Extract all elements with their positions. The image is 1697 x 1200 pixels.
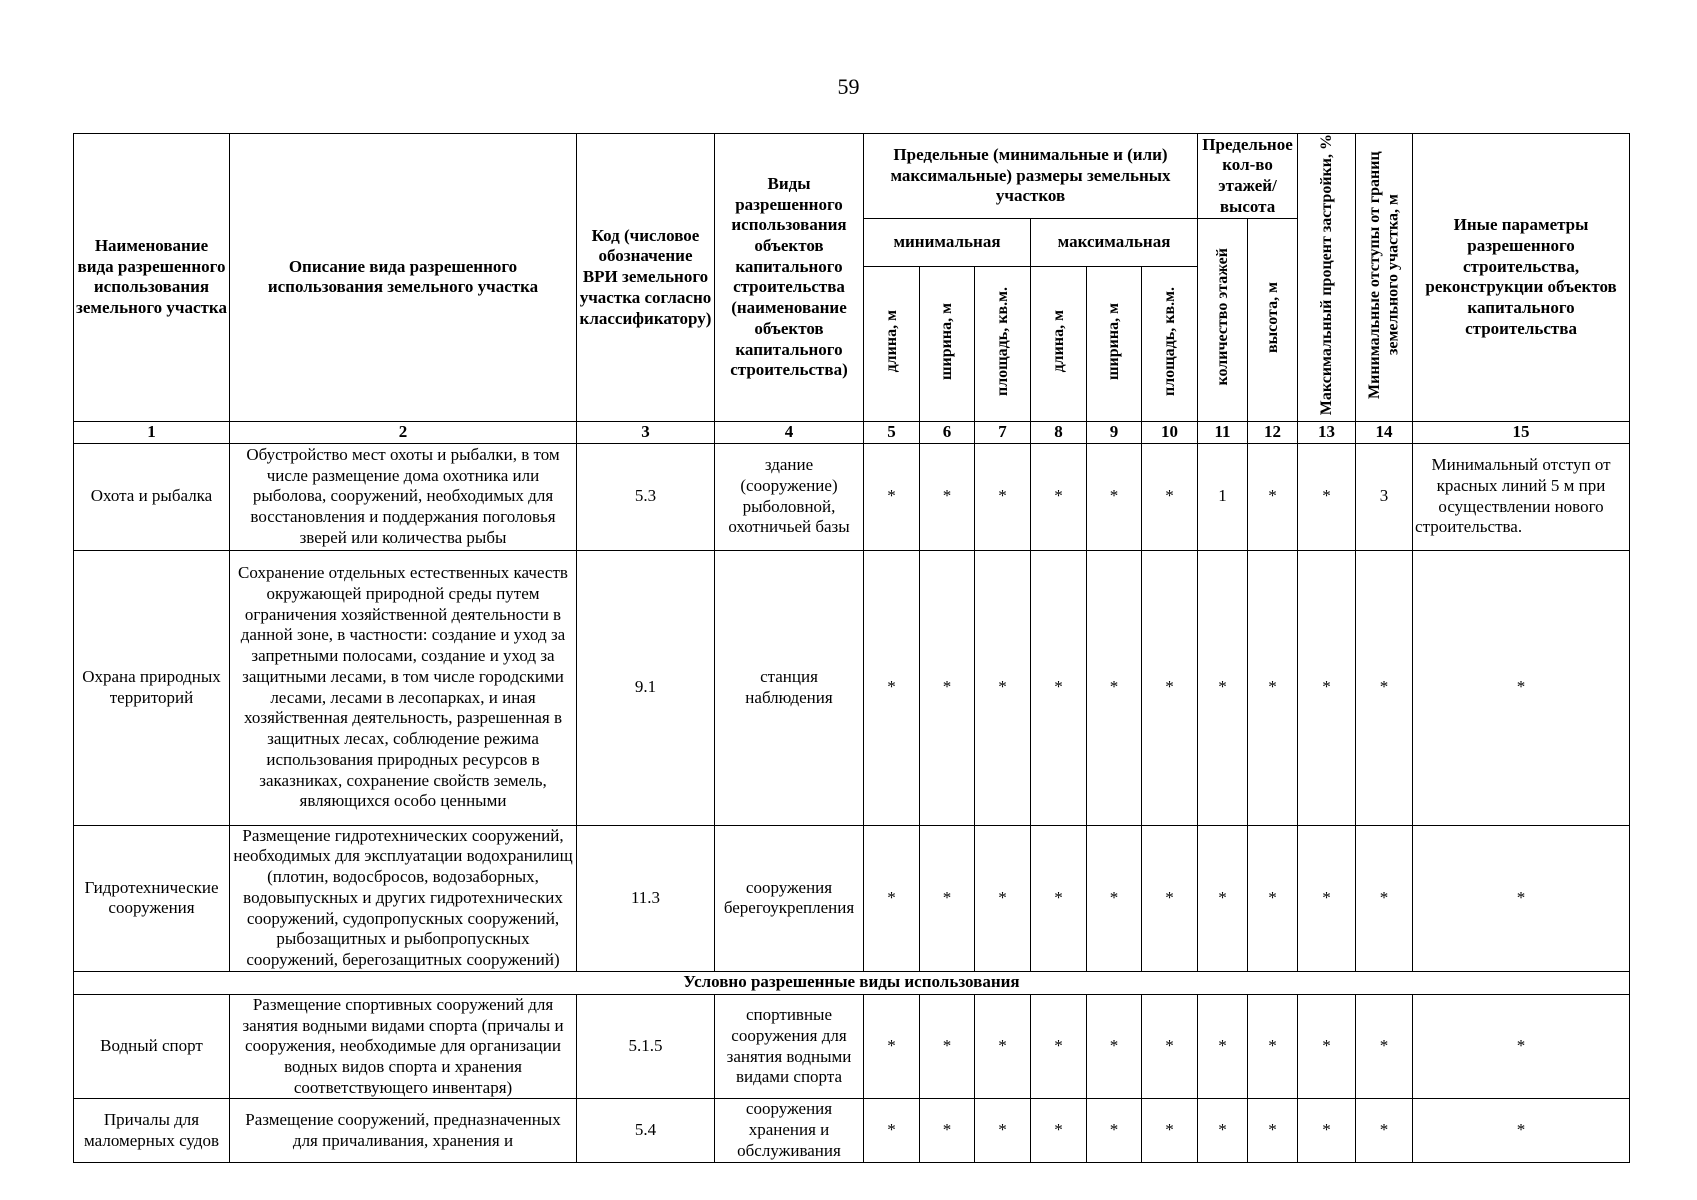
row-description: Размещение спортивных сооружений для занятия водными видами спорта (причалы и сооружения, необходимые для организации водных видов спорта и хранения соответствующего инвентаря) [230, 994, 577, 1099]
column-number: 7 [975, 421, 1031, 443]
header-max-length-label: длина, м [1049, 309, 1067, 373]
header-min-setbacks [1356, 134, 1413, 422]
row-code: 11.3 [577, 825, 715, 971]
row-max-length: * [1031, 443, 1087, 550]
row-name: Охрана природных территорий [74, 550, 230, 825]
row-setback: 3 [1356, 443, 1413, 550]
row-max-width: * [1087, 994, 1142, 1099]
row-name: Охота и рыбалка [74, 443, 230, 550]
column-number: 1 [74, 421, 230, 443]
row-code: 5.4 [577, 1099, 715, 1162]
row-floors: * [1198, 550, 1248, 825]
row-setback: * [1356, 994, 1413, 1099]
header-min-length-label: длина, м [882, 309, 900, 373]
row-max-width: * [1087, 550, 1142, 825]
column-number: 8 [1031, 421, 1087, 443]
header-description: Описание вида разрешенного использования земельного участка [230, 134, 577, 422]
row-objects: сооружения хранения и обслуживания [715, 1099, 864, 1162]
header-min-width-label: ширина, м [938, 302, 956, 380]
header-max-area [1142, 266, 1198, 421]
row-floors: * [1198, 994, 1248, 1099]
column-number: 6 [920, 421, 975, 443]
row-height: * [1248, 825, 1298, 971]
row-max-area: * [1142, 550, 1198, 825]
row-code: 9.1 [577, 550, 715, 825]
header-row-1 [74, 134, 1630, 219]
row-percent: * [1298, 443, 1356, 550]
column-number: 10 [1142, 421, 1198, 443]
header-max-percent-label: Максимальный процент застройки, % [1317, 134, 1335, 416]
header-max-area-label: площадь, кв.м. [1160, 286, 1178, 396]
zoning-parameters-table [73, 133, 1630, 1163]
column-number: 2 [230, 421, 577, 443]
column-number: 12 [1248, 421, 1298, 443]
row-max-area: * [1142, 825, 1198, 971]
header-max-length [1031, 266, 1087, 421]
row-percent: * [1298, 1099, 1356, 1162]
header-min-area [975, 266, 1031, 421]
row-code: 5.3 [577, 443, 715, 550]
header-other-params: Иные параметры разрешенного строительства, реконструкции объектов капитального строительства [1413, 134, 1630, 422]
row-min-width: * [920, 825, 975, 971]
section-conditional-title: Условно разрешенные виды использования [74, 971, 1630, 994]
row-other: * [1413, 994, 1630, 1099]
header-min-setbacks-label: Минимальные отступы от границ земельного участка, м [1365, 150, 1402, 399]
row-objects: здание (сооружение) рыболовной, охотничьей базы [715, 443, 864, 550]
row-percent: * [1298, 825, 1356, 971]
column-number: 14 [1356, 421, 1413, 443]
row-percent: * [1298, 550, 1356, 825]
row-setback: * [1356, 550, 1413, 825]
row-setback: * [1356, 1099, 1413, 1162]
row-other: * [1413, 1099, 1630, 1162]
header-height [1248, 219, 1298, 422]
row-max-area: * [1142, 994, 1198, 1099]
row-min-length: * [864, 825, 920, 971]
header-name: Наименование вида разрешенного использования земельного участка [74, 134, 230, 422]
table-row [74, 994, 1630, 1099]
row-name: Водный спорт [74, 994, 230, 1099]
row-max-length: * [1031, 1099, 1087, 1162]
row-min-area: * [975, 1099, 1031, 1162]
header-max-group: максимальная [1031, 219, 1198, 267]
row-name: Гидротехнические сооружения [74, 825, 230, 971]
table-row [74, 443, 1630, 550]
header-plot-sizes: Предельные (минимальные и (или) максимальные) размеры земельных участков [864, 134, 1198, 219]
row-max-length: * [1031, 994, 1087, 1099]
header-floors-count-label: количество этажей [1213, 248, 1231, 386]
row-height: * [1248, 1099, 1298, 1162]
column-number: 15 [1413, 421, 1630, 443]
header-min-area-label: площадь, кв.м. [993, 286, 1011, 396]
table-row [74, 550, 1630, 825]
row-name: Причалы для маломерных судов [74, 1099, 230, 1162]
row-code: 5.1.5 [577, 994, 715, 1099]
header-floors-count [1198, 219, 1248, 422]
column-number: 11 [1198, 421, 1248, 443]
row-floors: 1 [1198, 443, 1248, 550]
row-objects: станция наблюдения [715, 550, 864, 825]
header-height-label: высота, м [1263, 281, 1281, 353]
row-other: * [1413, 825, 1630, 971]
column-number: 4 [715, 421, 864, 443]
row-max-width: * [1087, 825, 1142, 971]
row-min-area: * [975, 994, 1031, 1099]
row-min-width: * [920, 994, 975, 1099]
row-percent: * [1298, 994, 1356, 1099]
row-other: * [1413, 550, 1630, 825]
row-floors: * [1198, 825, 1248, 971]
header-floors-height: Предельное кол-во этажей/ высота [1198, 134, 1298, 219]
table-row [74, 1099, 1630, 1162]
row-floors: * [1198, 1099, 1248, 1162]
row-max-area: * [1142, 1099, 1198, 1162]
row-min-width: * [920, 443, 975, 550]
row-max-area: * [1142, 443, 1198, 550]
row-description: Размещение гидротехнических сооружений, необходимых для эксплуатации водохранилищ (плотин, водосбросов, водозаборных, водовыпускных и других гидротехнических сооружений, судопропускных сооружений, рыбозащитных и рыбопропускных сооружений, берегозащитных сооружений) [230, 825, 577, 971]
row-objects: сооружения берегоукрепления [715, 825, 864, 971]
row-max-width: * [1087, 1099, 1142, 1162]
header-objects: Виды разрешенного использования объектов капитального строительства (наименование объектов капитального строительства) [715, 134, 864, 422]
row-min-area: * [975, 825, 1031, 971]
column-numbers-row [74, 421, 1630, 443]
row-max-length: * [1031, 825, 1087, 971]
column-number: 3 [577, 421, 715, 443]
row-description: Размещение сооружений, предназначенных для причаливания, хранения и [230, 1099, 577, 1162]
table-row [74, 825, 1630, 971]
row-max-length: * [1031, 550, 1087, 825]
row-objects: спортивные сооружения для занятия водными видами спорта [715, 994, 864, 1099]
row-description: Сохранение отдельных естественных качеств окружающей природной среды путем ограничения хозяйственной деятельности в данной зоне, в частности: создание и уход за запретными полосами, создание и уход за защитными лесами, в том числе городскими лесами, лесами в лесопарках, и иная хозяйственная деятельность, разрешенная в защитных лесах, соблюдение режима использования природных ресурсов в заказниках, сохранение свойств земель, являющихся особо ценными [230, 550, 577, 825]
row-min-length: * [864, 994, 920, 1099]
row-min-length: * [864, 443, 920, 550]
row-height: * [1248, 443, 1298, 550]
header-min-group: минимальная [864, 219, 1031, 267]
row-other: Минимальный отступ от красных линий 5 м при осуществлении нового строительства. [1413, 443, 1630, 550]
row-min-area: * [975, 443, 1031, 550]
header-max-width-label: ширина, м [1105, 302, 1123, 380]
column-number: 5 [864, 421, 920, 443]
row-min-length: * [864, 550, 920, 825]
row-min-width: * [920, 1099, 975, 1162]
column-number: 9 [1087, 421, 1142, 443]
row-min-area: * [975, 550, 1031, 825]
column-number: 13 [1298, 421, 1356, 443]
section-row [74, 971, 1630, 994]
row-setback: * [1356, 825, 1413, 971]
header-min-width [920, 266, 975, 421]
header-code: Код (числовое обозначение ВРИ земельного участка согласно классификатору) [577, 134, 715, 422]
header-max-width [1087, 266, 1142, 421]
row-min-length: * [864, 1099, 920, 1162]
row-height: * [1248, 994, 1298, 1099]
row-description: Обустройство мест охоты и рыбалки, в том числе размещение дома охотника или рыболова, сооружений, необходимых для восстановления и поддержания поголовья зверей или количества рыбы [230, 443, 577, 550]
row-height: * [1248, 550, 1298, 825]
page-number: 59 [837, 74, 860, 99]
row-min-width: * [920, 550, 975, 825]
row-max-width: * [1087, 443, 1142, 550]
header-max-percent [1298, 134, 1356, 422]
header-min-length [864, 266, 920, 421]
